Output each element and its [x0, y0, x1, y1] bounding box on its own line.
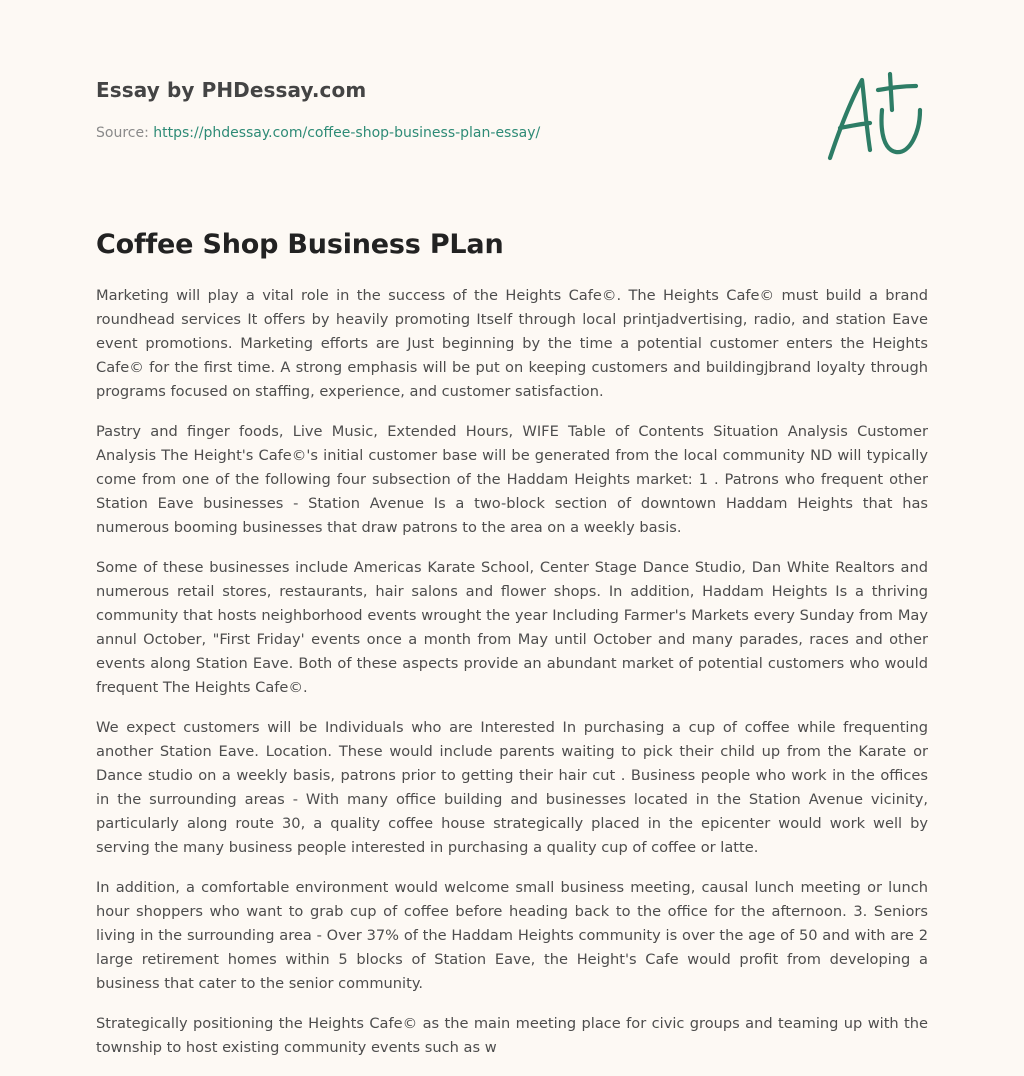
essay-body [96, 284, 928, 1076]
essay-paragraph: Some of these businesses include Americas Karate School, Center Stage Dance Studio, Dan White Realtors and numerous retail stores, restaurants, hair salons and flower shops. In addition, Haddam Heights Is a thriving community that hosts neighborhood events wrought the year Including Farmer's Markets every Sunday from May annul October, "First Friday' events once a month from May until October and many parades, races and other events along Station Eave. Both of these aspects provide an abundant market of potential customers who would frequent The Heights Cafe©. [96, 559, 928, 696]
source-label: Source: [96, 125, 154, 141]
page-header [96, 76, 736, 143]
site-brand: Essay by PHDessay.com [96, 78, 367, 102]
source-line [96, 123, 736, 143]
essay-paragraph: Strategically positioning the Heights Cafe© as the main meeting place for civic groups and teaming up with the township to host existing community events such as w [96, 1015, 928, 1056]
essay-title: Coffee Shop Business PLan [96, 229, 504, 260]
essay-paragraph: We expect customers will be Individuals who are Interested In purchasing a cup of coffee while frequenting another Station Eave. Location. These would include parents waiting to pick their child up from the Karate or Dance studio on a weekly basis, patrons prior to getting their hair cut . Business people who work in the offices in the surrounding areas - With many office building and businesses located in the Station Avenue vicinity, particularly along route 30, a quality coffee house strategically placed in the epicenter would work well by serving the many business people interested in purchasing a quality cup of coffee or latte. [96, 719, 928, 856]
essay-paragraph: Pastry and finger foods, Live Music, Extended Hours, WIFE Table of Contents Situation Analysis Customer Analysis The Height's Cafe©'s initial customer base will be generated from the local community ND will typically come from one of the following four subsection of the Haddam Heights market: 1 . Patrons who frequent other Station Eave businesses - Station Avenue Is a two-block section of downtown Haddam Heights that has numerous booming businesses that draw patrons to the area on a weekly basis. [96, 423, 928, 536]
essay-paragraph: Marketing will play a vital role in the success of the Heights Cafe©. The Heights Cafe© must build a brand roundhead services It offers by heavily promoting Itself through local printjadvertising, radio, and station Eave event promotions. Marketing efforts are Just beginning by the time a potential customer enters the Heights Cafe© for the first time. A strong emphasis will be put on keeping customers and buildingjbrand loyalty through programs focused on staffing, experience, and customer satisfaction. [96, 287, 928, 400]
source-link[interactable]: https://phdessay.com/coffee-shop-business-plan-essay/ [153, 125, 541, 141]
a-plus-logo-icon [820, 66, 932, 166]
essay-paragraph: In addition, a comfortable environment would welcome small business meeting, causal lunch meeting or lunch hour shoppers who want to grab cup of coffee before heading back to the office for the afternoon. 3. Seniors living in the surrounding area - Over 37% of the Haddam Heights community is over the age of 50 and with are 2 large retirement homes within 5 blocks of Station Eave, the Height's Cafe would profit from developing a business that cater to the senior community. [96, 879, 928, 992]
